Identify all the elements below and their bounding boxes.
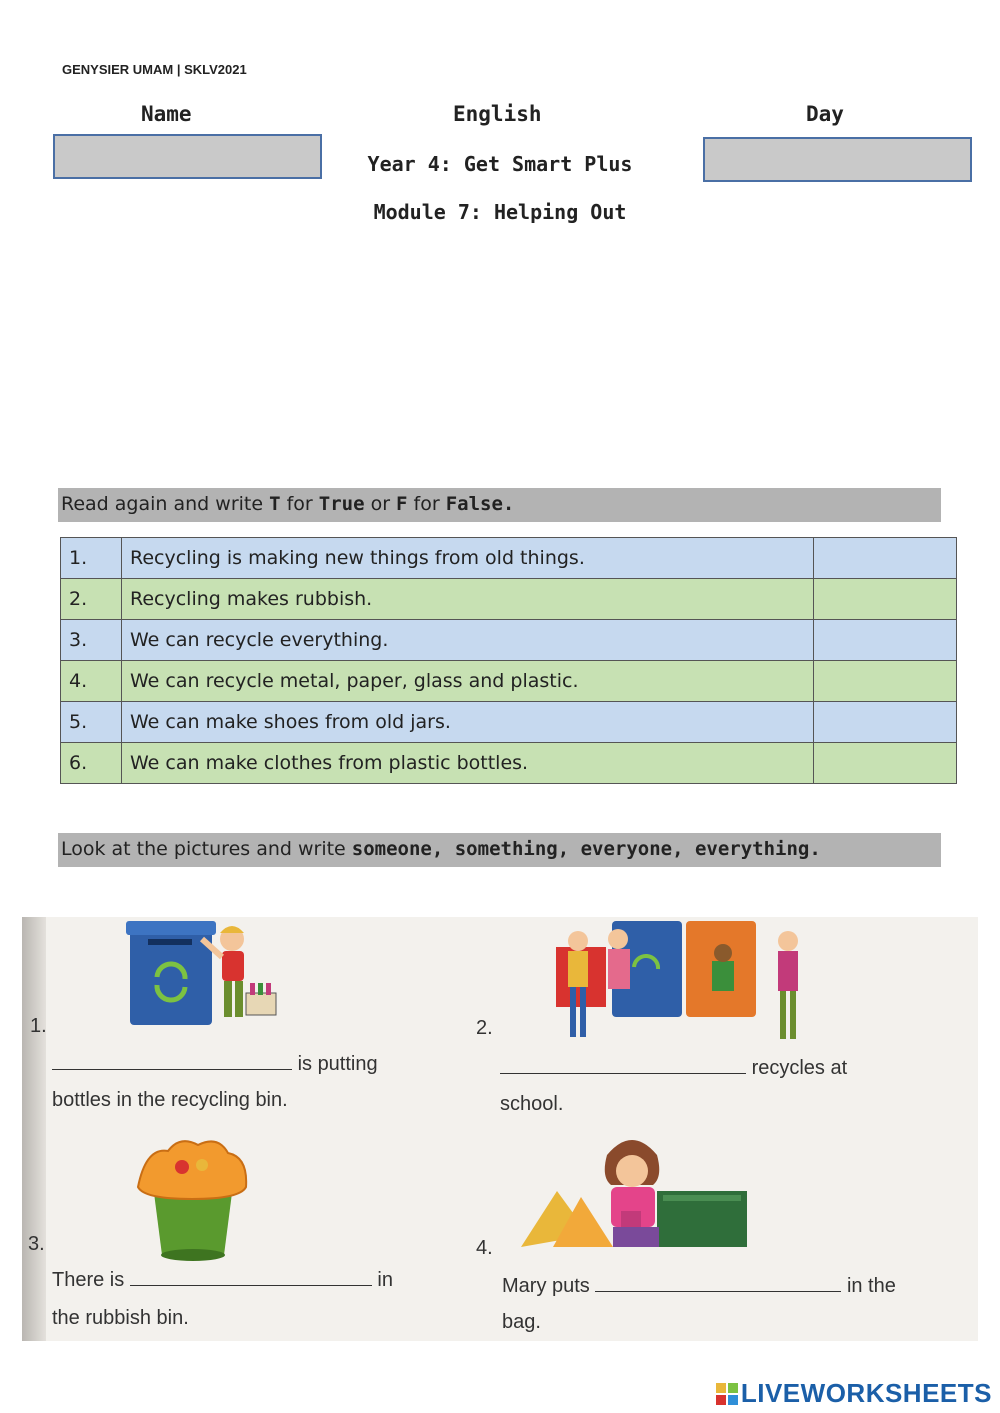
author-credit: GENYSIER UMAM | SKLV2021 <box>62 62 247 77</box>
answer-cell-5[interactable] <box>814 702 957 743</box>
statement-number: 4. <box>61 661 122 702</box>
exercise-3-line1: There is in <box>52 1269 393 1291</box>
exercise-3-line2: the rubbish bin. <box>52 1307 189 1329</box>
subject-label: English <box>453 102 542 126</box>
exercise-2-line2: school. <box>500 1093 564 1115</box>
exercise-1-line1: is putting <box>52 1053 378 1076</box>
instruction-pictures: Look at the pictures and write someone, something, everyone, everything. <box>58 833 941 867</box>
table-row <box>61 743 957 784</box>
true-false-table <box>60 537 957 784</box>
answer-cell-3[interactable] <box>814 620 957 661</box>
answer-blank-3[interactable] <box>130 1269 372 1286</box>
rubbish-bin-illustration <box>132 1137 252 1262</box>
statement-text: Recycling is making new things from old things. <box>122 538 814 579</box>
statement-text: We can make shoes from old jars. <box>122 702 814 743</box>
answer-blank-2[interactable] <box>500 1057 746 1074</box>
recycling-bin-boy-illustration <box>122 917 302 1032</box>
day-label: Day <box>806 102 844 126</box>
table-row <box>61 661 957 702</box>
answer-blank-4[interactable] <box>595 1275 841 1292</box>
title-module: Module 7: Helping Out <box>373 200 627 224</box>
school-recycling-illustration <box>552 917 812 1047</box>
statement-text: We can recycle everything. <box>122 620 814 661</box>
exercise-4-line2: bag. <box>502 1311 541 1333</box>
title-year: Year 4: Get Smart Plus <box>367 152 633 176</box>
exercise-number: 4. <box>476 1237 493 1259</box>
statement-number: 6. <box>61 743 122 784</box>
name-label: Name <box>141 102 192 126</box>
exercise-1-line2: bottles in the recycling bin. <box>52 1089 288 1111</box>
table-row <box>61 620 957 661</box>
statement-text: We can recycle metal, paper, glass and plastic. <box>122 661 814 702</box>
table-row <box>61 579 957 620</box>
mary-bag-illustration <box>517 1135 752 1255</box>
answer-blank-1[interactable] <box>52 1053 292 1070</box>
statement-number: 3. <box>61 620 122 661</box>
table-row <box>61 702 957 743</box>
answer-cell-4[interactable] <box>814 661 957 702</box>
liveworksheets-logo: LIVEWORKSHEETS <box>716 1378 992 1409</box>
statement-number: 2. <box>61 579 122 620</box>
answer-cell-2[interactable] <box>814 579 957 620</box>
statement-text: We can make clothes from plastic bottles. <box>122 743 814 784</box>
exercise-number: 1. <box>30 1015 47 1037</box>
statement-number: 5. <box>61 702 122 743</box>
statement-text: Recycling makes rubbish. <box>122 579 814 620</box>
exercise-4-line1: Mary puts in the <box>502 1275 896 1297</box>
answer-cell-6[interactable] <box>814 743 957 784</box>
exercise-number: 2. <box>476 1017 493 1039</box>
picture-exercise-area <box>22 917 978 1341</box>
table-row <box>61 538 957 579</box>
instruction-true-false: Read again and write T for True or F for False. <box>58 488 941 522</box>
scan-edge-shadow <box>22 917 46 1341</box>
exercise-2-line1: recycles at <box>500 1057 847 1080</box>
liveworksheets-mark-icon <box>716 1383 738 1405</box>
exercise-number: 3. <box>28 1233 45 1255</box>
statement-number: 1. <box>61 538 122 579</box>
answer-cell-1[interactable] <box>814 538 957 579</box>
